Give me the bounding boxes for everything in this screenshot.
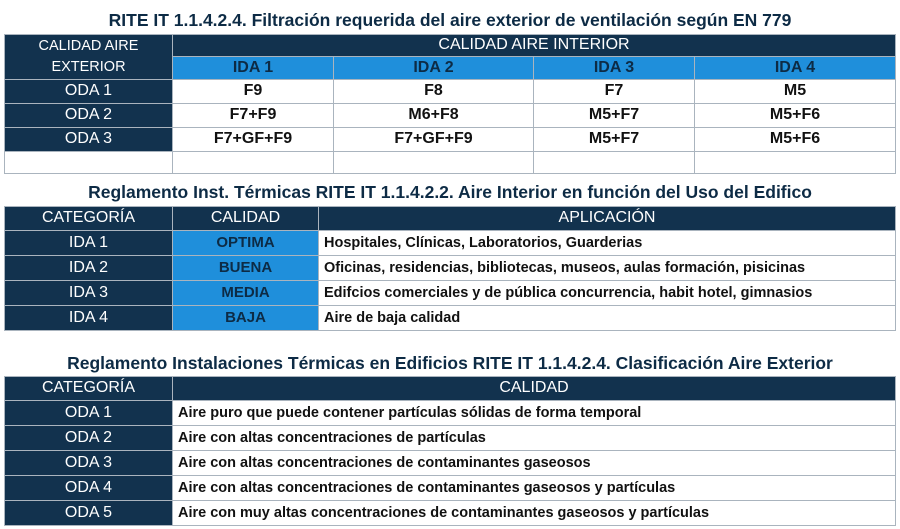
filter-cell: M5+F7	[534, 103, 695, 127]
table-row	[5, 230, 896, 255]
quality-cell: OPTIMA	[173, 230, 319, 255]
filter-cell: F7+F9	[173, 103, 334, 127]
application-cell: Aire de baja calidad	[319, 305, 896, 330]
category-cell: ODA 5	[5, 500, 173, 525]
filter-cell: F7	[534, 79, 695, 103]
ida-column-header: IDA 1	[173, 56, 334, 79]
table-title: RITE IT 1.1.4.2.4. Filtración requerida del aire exterior de ventilación según EN 779	[5, 8, 896, 34]
column-header-category: CATEGORÍA	[5, 206, 173, 230]
filtration-table	[4, 8, 895, 174]
column-header-category: CATEGORÍA	[5, 376, 173, 400]
table-row	[5, 127, 896, 151]
indoor-air-table	[4, 180, 895, 331]
application-cell: Hospitales, Clínicas, Laboratorios, Guarderias	[319, 230, 896, 255]
table-row	[5, 475, 896, 500]
ida-column-header: IDA 4	[695, 56, 896, 79]
category-cell: IDA 3	[5, 280, 173, 305]
quality-cell: BUENA	[173, 255, 319, 280]
table-row	[5, 305, 896, 330]
table-row	[5, 400, 896, 425]
filter-cell: M5	[695, 79, 896, 103]
filter-cell: M5+F7	[534, 127, 695, 151]
column-header-application: APLICACIÓN	[319, 206, 896, 230]
quality-cell: Aire con altas concentraciones de contaminantes gaseosos y partículas	[173, 475, 896, 500]
category-cell: IDA 1	[5, 230, 173, 255]
table-title: Reglamento Inst. Térmicas RITE IT 1.1.4.2.2. Aire Interior en función del Uso del Edifico	[5, 180, 896, 206]
column-header-quality: CALIDAD	[173, 206, 319, 230]
filter-cell: F8	[334, 79, 534, 103]
empty-row	[5, 151, 896, 173]
category-cell: ODA 4	[5, 475, 173, 500]
filter-cell: F9	[173, 79, 334, 103]
table-row	[5, 103, 896, 127]
application-cell: Edifcios comerciales y de pública concurrencia, habit hotel, gimnasios	[319, 280, 896, 305]
category-cell: IDA 4	[5, 305, 173, 330]
table-row	[5, 500, 896, 525]
column-header-quality: CALIDAD	[173, 376, 896, 400]
quality-cell: BAJA	[173, 305, 319, 330]
column-header-indoor-air: CALIDAD AIRE INTERIOR	[173, 34, 896, 56]
filter-cell: F7+GF+F9	[334, 127, 534, 151]
quality-cell: Aire con altas concentraciones de contaminantes gaseosos	[173, 450, 896, 475]
table-row	[5, 450, 896, 475]
table-row	[5, 255, 896, 280]
filter-cell: M5+F6	[695, 127, 896, 151]
outdoor-air-table	[4, 352, 895, 526]
row-label: ODA 2	[5, 103, 173, 127]
ida-column-header: IDA 3	[534, 56, 695, 79]
filter-cell: F7+GF+F9	[173, 127, 334, 151]
filter-cell: M5+F6	[695, 103, 896, 127]
category-cell: ODA 1	[5, 400, 173, 425]
application-cell: Oficinas, residencias, bibliotecas, museos, aulas formación, pisicinas	[319, 255, 896, 280]
category-cell: ODA 2	[5, 425, 173, 450]
category-cell: IDA 2	[5, 255, 173, 280]
table-row	[5, 425, 896, 450]
quality-cell: MEDIA	[173, 280, 319, 305]
category-cell: ODA 3	[5, 450, 173, 475]
quality-cell: Aire con muy altas concentraciones de contaminantes gaseosos y partículas	[173, 500, 896, 525]
column-header-outdoor-air: CALIDAD AIRE EXTERIOR	[5, 34, 173, 79]
ida-column-header: IDA 2	[334, 56, 534, 79]
table-title: Reglamento Instalaciones Térmicas en Edificios RITE IT 1.1.4.2.4. Clasificación Aire Exterior	[5, 352, 896, 376]
row-label: ODA 1	[5, 79, 173, 103]
row-label: ODA 3	[5, 127, 173, 151]
quality-cell: Aire con altas concentraciones de partículas	[173, 425, 896, 450]
quality-cell: Aire puro que puede contener partículas sólidas de forma temporal	[173, 400, 896, 425]
table-row	[5, 280, 896, 305]
table-row	[5, 79, 896, 103]
filter-cell: M6+F8	[334, 103, 534, 127]
